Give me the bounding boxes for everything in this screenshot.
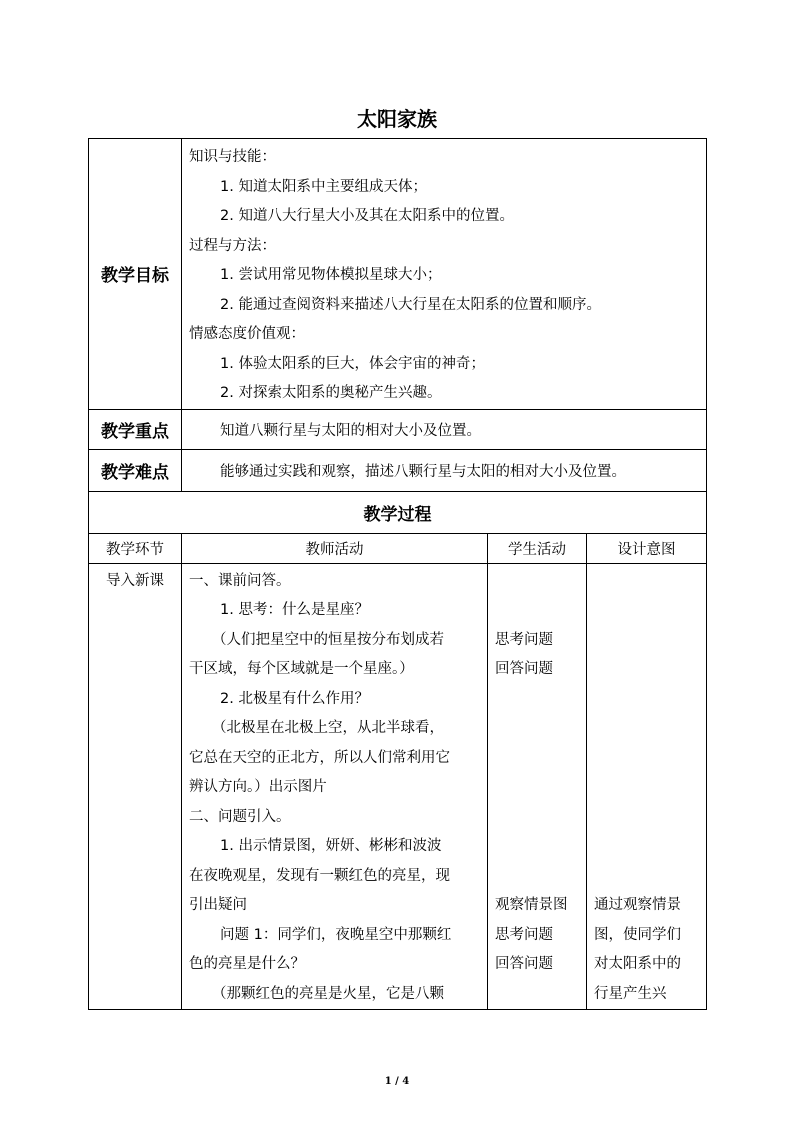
- teacher-line: （北极星在北极上空，从北半球看，: [212, 720, 444, 736]
- intent-line: [587, 685, 706, 715]
- intent-line: [587, 567, 706, 597]
- difficulties-label: 教学难点: [89, 449, 182, 491]
- objective-line: 2. 知道八大行星大小及其在太阳系中的位置。: [220, 208, 514, 224]
- objective-line: 1. 体验太阳系的巨大，体会宇宙的神奇；: [220, 355, 485, 372]
- objective-line: 过程与方法：: [189, 237, 276, 254]
- page-number: 1 / 4: [384, 1076, 410, 1087]
- intent-line: [587, 773, 706, 803]
- intent-line: [587, 655, 706, 685]
- teacher-line: 二、问题引入。: [189, 808, 291, 825]
- teacher-line: （人们把星空中的恒星按分布划成若: [212, 631, 444, 648]
- teacher-line: 干区域，每个区域就是一个星座。）: [189, 661, 414, 677]
- objective-line: 2. 能通过查阅资料来描述八大行星在太阳系的位置和顺序。: [220, 296, 601, 313]
- student-line: 思考问题: [495, 631, 553, 648]
- stage-cell: [89, 563, 182, 1010]
- teacher-line: 1. 思考：什么是星座？: [220, 602, 369, 618]
- objectives-label: 教学目标: [89, 139, 182, 410]
- teacher-line: （那颗红色的亮星是火星，它是八颗: [212, 985, 444, 1002]
- process-heading: 教学过程: [89, 491, 707, 533]
- process-row: [89, 563, 707, 1010]
- lesson-plan-table: [88, 138, 707, 1010]
- objective-line: 知识与技能：: [189, 149, 276, 165]
- column-header: 教学环节: [89, 533, 182, 563]
- intent-line: [587, 596, 706, 626]
- teacher-line: 它总在天空的正北方，所以人们常利用它: [189, 749, 450, 766]
- objective-line: 1. 尝试用常见物体模拟星球大小；: [220, 267, 442, 283]
- document-title: 太阳家族: [357, 107, 437, 131]
- process-heading-row: [89, 491, 707, 533]
- student-line: [488, 773, 586, 803]
- objective-line: 情感态度价值观：: [189, 326, 305, 342]
- teacher-line: 色的亮星是什么？: [189, 956, 305, 972]
- intent-line: 行星产生兴: [594, 985, 667, 1002]
- key-points-row: [89, 409, 707, 449]
- student-line: 思考问题: [495, 926, 553, 943]
- student-line: [488, 832, 586, 862]
- intent-line: 对太阳系中的: [594, 956, 681, 972]
- intent-line: [587, 714, 706, 744]
- intent-line: [587, 744, 706, 774]
- difficulties-text: 能够通过实践和观察，描述八颗行星与太阳的相对大小及位置。: [182, 449, 707, 491]
- key-points-text: 知道八颗行星与太阳的相对大小及位置。: [182, 409, 707, 449]
- student-line: 观察情景图: [495, 897, 568, 913]
- column-header: 设计意图: [587, 533, 707, 563]
- student-line: 回答问题: [495, 661, 553, 677]
- student-line: [488, 714, 586, 744]
- objective-line: 1. 知道太阳系中主要组成天体；: [220, 178, 427, 195]
- objectives-row: [89, 139, 707, 410]
- design-intent-cell: [587, 563, 707, 1010]
- teacher-line: 问题 1：同学们，夜晚星空中那颗红: [220, 926, 452, 943]
- intent-line: 图，使同学们: [594, 926, 681, 943]
- intent-line: 通过观察情景: [594, 897, 681, 913]
- objective-line: 2. 对探索太阳系的奥秘产生兴趣。: [220, 385, 442, 401]
- student-line: [488, 596, 586, 626]
- difficulties-row: [89, 449, 707, 491]
- column-header: 教师活动: [182, 533, 488, 563]
- objectives-content: [182, 139, 707, 410]
- intent-line: [587, 862, 706, 892]
- stage-label: 导入新课: [106, 572, 164, 589]
- student-line: [488, 980, 586, 1010]
- teacher-line: 1. 出示情景图，妍妍、彬彬和波波: [220, 838, 442, 854]
- teacher-line: 一、课前问答。: [189, 572, 291, 589]
- teacher-line: 2. 北极星有什么作用？: [220, 690, 369, 707]
- teacher-line: 在夜晚观星，发现有一颗红色的亮星，现: [189, 867, 450, 884]
- intent-line: [587, 803, 706, 833]
- column-header: 学生活动: [488, 533, 587, 563]
- key-points-label: 教学重点: [89, 409, 182, 449]
- column-header-row: [89, 533, 707, 563]
- student-activity-cell: [488, 563, 587, 1010]
- student-line: [488, 803, 586, 833]
- student-line: [488, 685, 586, 715]
- teacher-activity-cell: [182, 563, 488, 1010]
- student-line: [488, 744, 586, 774]
- student-line: [488, 862, 586, 892]
- intent-line: [587, 626, 706, 656]
- student-line: 回答问题: [495, 956, 553, 972]
- teacher-line: 引出疑问: [189, 897, 247, 913]
- intent-line: [587, 832, 706, 862]
- teacher-line: 辨认方向。）出示图片: [189, 779, 327, 795]
- student-line: [488, 567, 586, 597]
